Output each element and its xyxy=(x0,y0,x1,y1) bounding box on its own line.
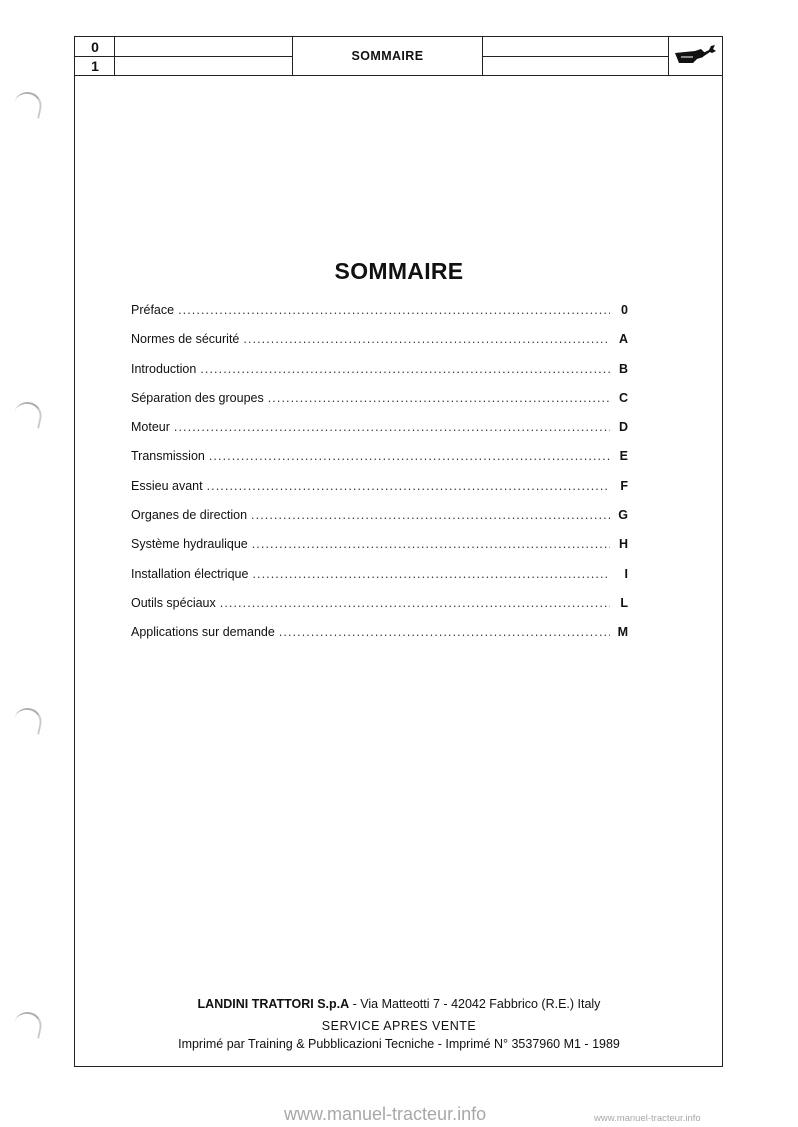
footer-company-line xyxy=(0,998,798,1011)
footer-print-info: Imprimé par Training & Pubblicazioni Tecniche - Imprimé N° 3537960 M1 - 1989 xyxy=(178,1037,620,1051)
toc-leader xyxy=(178,303,610,317)
toc-page: I xyxy=(624,566,628,581)
toc-label: Normes de sécurité xyxy=(131,332,240,347)
document-title: SOMMAIRE xyxy=(334,258,464,284)
toc-label: Moteur xyxy=(131,420,170,435)
footer-service: SERVICE APRES VENTE xyxy=(321,1019,477,1033)
toc-row xyxy=(131,596,628,625)
toc-leader xyxy=(174,420,610,434)
toc-label: Séparation des groupes xyxy=(131,390,264,405)
toc-page: M xyxy=(617,625,628,640)
toc-page: A xyxy=(618,332,628,347)
toc-page: E xyxy=(619,449,628,464)
punch-hole-mark xyxy=(12,89,44,118)
toc-row xyxy=(131,508,628,537)
toc-leader xyxy=(279,625,610,639)
toc-leader xyxy=(252,567,610,581)
section-number-top: 0 xyxy=(91,39,99,55)
toc-leader xyxy=(220,596,610,610)
toc-page: H xyxy=(618,537,628,552)
toc-row xyxy=(131,567,628,596)
header-blank-cell-left xyxy=(115,37,293,75)
toc-leader xyxy=(252,537,610,551)
toc-row xyxy=(131,391,628,420)
watermark-small: www.manuel-tracteur.info xyxy=(594,1113,701,1124)
punch-hole-mark xyxy=(12,705,44,734)
toc-label: Applications sur demande xyxy=(131,625,275,640)
toc-page: F xyxy=(620,478,628,493)
toc-leader xyxy=(268,391,610,405)
toc-page: B xyxy=(618,361,628,376)
toc-row xyxy=(131,625,628,654)
toc-leader xyxy=(200,362,610,376)
section-number-cell xyxy=(75,37,115,75)
toc-label: Installation électrique xyxy=(131,566,249,581)
section-number-bottom: 1 xyxy=(91,58,99,74)
toc-page: D xyxy=(618,420,628,435)
toc-leader xyxy=(251,508,610,522)
toc-label: Transmission xyxy=(131,449,205,464)
header-blank-cell-right xyxy=(483,37,669,75)
toc-row xyxy=(131,479,628,508)
footer-address: - Via Matteotti 7 - 42042 Fabbrico (R.E.) Italy xyxy=(349,997,601,1011)
watermark-main: www.manuel-tracteur.info xyxy=(284,1104,487,1124)
toc-row xyxy=(131,303,628,332)
punch-hole-mark xyxy=(12,399,44,428)
toc-page: 0 xyxy=(621,303,628,317)
toc-label: Préface xyxy=(131,303,175,317)
toc-leader xyxy=(209,449,610,463)
footer-company: LANDINI TRATTORI S.p.A xyxy=(197,997,350,1011)
toc-row xyxy=(131,420,628,449)
table-of-contents xyxy=(131,303,628,655)
wrench-hand-icon xyxy=(673,43,717,69)
page-header xyxy=(75,37,722,76)
header-title: SOMMAIRE xyxy=(351,49,424,63)
toc-row xyxy=(131,332,628,361)
toc-page: G xyxy=(618,508,628,523)
divider xyxy=(75,56,115,57)
header-icon-cell xyxy=(669,37,722,75)
toc-page: L xyxy=(620,595,628,610)
toc-leader xyxy=(207,479,610,493)
toc-label: Introduction xyxy=(131,361,197,376)
toc-row xyxy=(131,449,628,478)
toc-row xyxy=(131,537,628,566)
toc-leader xyxy=(243,332,610,346)
header-title-cell xyxy=(293,37,483,75)
toc-label: Outils spéciaux xyxy=(131,595,216,610)
toc-label: Organes de direction xyxy=(131,508,248,523)
toc-page: C xyxy=(618,390,628,405)
divider xyxy=(115,56,292,57)
divider xyxy=(483,56,668,57)
toc-label: Essieu avant xyxy=(131,478,203,493)
toc-label: Système hydraulique xyxy=(131,537,248,552)
toc-row xyxy=(131,362,628,391)
